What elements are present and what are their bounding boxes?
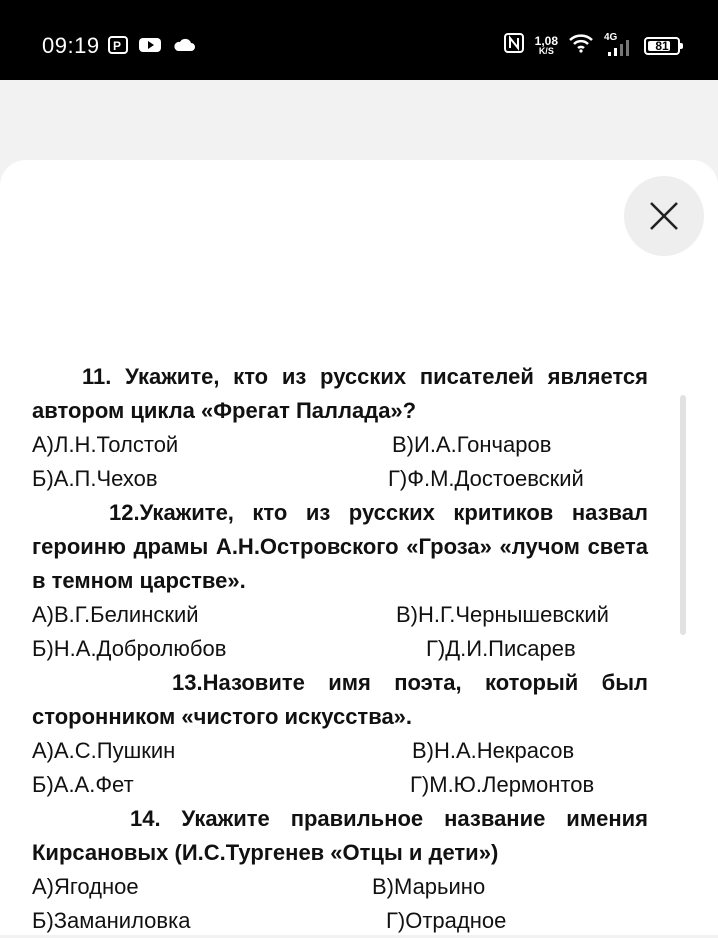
answer-v: В)Марьино: [372, 874, 486, 899]
cloud-icon: [172, 37, 196, 58]
answer-b: Б)А.П.Чехов: [32, 466, 158, 491]
parking-app-icon: [108, 36, 128, 59]
svg-text:P: P: [113, 39, 122, 53]
answer-b: Б)Н.А.Добролюбов: [32, 636, 227, 661]
question-13-title: 13.Назовите имя поэта, который был сторонником «чистого искусства».: [32, 670, 648, 729]
question-12-title: 12.Укажите, кто из русских критиков назвал героиню драмы А.Н.Островского «Гроза» «лучом света в темном царстве».: [32, 500, 648, 593]
question-12-answers: [32, 598, 648, 666]
answer-a: А)Ягодное: [32, 874, 139, 899]
answer-g: Г)Ф.М.Достоевский: [388, 466, 584, 491]
status-bar: [0, 0, 718, 80]
answer-v: В)Н.А.Некрасов: [412, 738, 575, 763]
question-13-answers: [32, 734, 648, 802]
scrollbar[interactable]: [680, 395, 686, 635]
answer-b: Б)Заманиловка: [32, 908, 191, 933]
status-time: 09:19: [42, 33, 100, 58]
battery-indicator: 81: [644, 37, 680, 55]
answer-a: А)А.С.Пушкин: [32, 738, 176, 763]
answer-g: Г)М.Ю.Лермонтов: [410, 772, 595, 797]
question-11-title: 11. Укажите, кто из русских писателей является автором цикла «Фрегат Паллада»?: [32, 364, 648, 423]
question-11-answers: [32, 428, 648, 496]
question-14-title: 14. Укажите правильное название имения Кирсановых (И.С.Тургенев «Отцы и дети»): [32, 806, 648, 865]
nfc-icon: [503, 32, 525, 59]
network-speed: 1,08 K/S: [534, 33, 558, 56]
answer-g: Г)Отрадное: [386, 908, 507, 933]
answer-v: В)И.А.Гончаров: [392, 432, 552, 457]
wifi-icon: [568, 33, 594, 58]
question-list: [32, 360, 648, 938]
answer-g: Г)Д.И.Писарев: [426, 636, 576, 661]
youtube-icon: [138, 36, 162, 59]
question-14-answers: [32, 870, 648, 938]
answer-a: А)Л.Н.Толстой: [32, 432, 179, 457]
close-button[interactable]: [624, 176, 704, 256]
close-icon: [648, 200, 680, 232]
answer-v: В)Н.Г.Чернышевский: [396, 602, 609, 627]
answer-b: Б)А.А.Фет: [32, 772, 134, 797]
answer-a: А)В.Г.Белинский: [32, 602, 199, 627]
cellular-signal-icon: 4G: [604, 34, 634, 58]
